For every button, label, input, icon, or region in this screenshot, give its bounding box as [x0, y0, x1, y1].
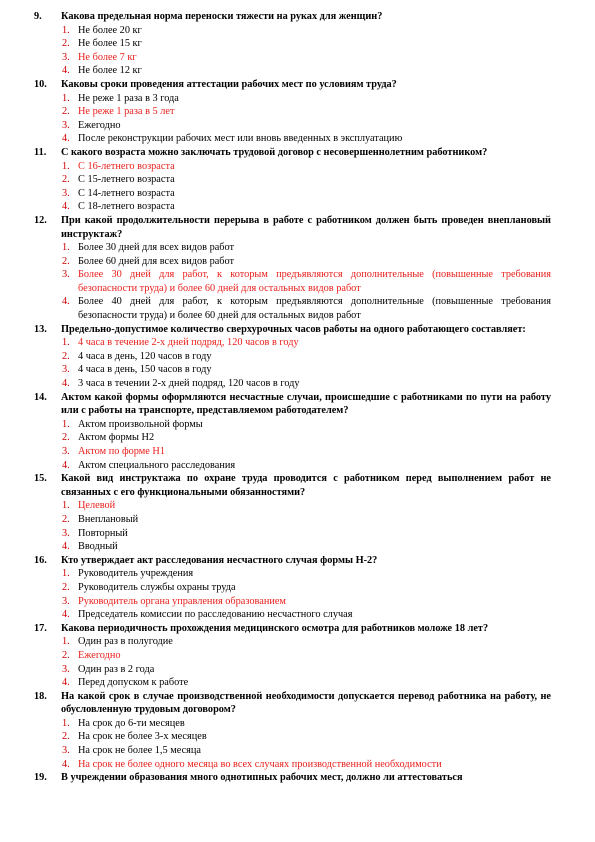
answer-option [0, 459, 595, 473]
answer-text: Повторный [78, 527, 128, 539]
answer-text: Более 30 дней для работ, к которым предъявляются дополнительные (повышенные требования безопасности труда) и более 60 дней для остальных видов работ [78, 269, 551, 294]
answer-option [0, 119, 595, 133]
question-number: 12. [34, 214, 47, 226]
answer-number: 1. [62, 418, 70, 430]
question-line [0, 146, 595, 160]
answer-text: Не более 12 кг [78, 65, 142, 77]
answer-number: 4. [62, 201, 70, 213]
answer-number: 4. [62, 758, 70, 770]
answer-option [0, 295, 595, 322]
answer-option-correct [0, 445, 595, 459]
answer-number: 2. [62, 513, 70, 525]
question-number: 14. [34, 391, 47, 403]
answer-text: Целевой [78, 500, 116, 512]
answer-text: Более 60 дней для всех видов работ [78, 255, 235, 267]
question-line [0, 78, 595, 92]
answer-option-correct [0, 268, 595, 295]
answer-option [0, 431, 595, 445]
answer-number: 1. [62, 337, 70, 349]
answer-list [0, 92, 595, 146]
answer-option [0, 37, 595, 51]
question-number: 18. [34, 690, 47, 702]
answer-number: 3. [62, 663, 70, 675]
answer-text: После реконструкции рабочих мест или вновь введенных в эксплуатацию [78, 133, 403, 145]
question-item [0, 323, 595, 391]
answer-option [0, 350, 595, 364]
question-line [0, 214, 595, 241]
question-item [0, 78, 595, 146]
question-line [0, 391, 595, 418]
question-item [0, 622, 595, 690]
answer-option [0, 132, 595, 146]
answer-text: С 15-летнего возраста [78, 174, 175, 186]
answer-option-correct [0, 499, 595, 513]
answer-option [0, 581, 595, 595]
answer-text: Руководитель органа управления образованием [78, 595, 286, 607]
answer-text: Один раз в полугодие [78, 636, 173, 648]
answer-text: Не более 20 кг [78, 24, 142, 36]
answer-text: Более 30 дней для всех видов работ [78, 242, 235, 254]
answer-text: Не более 7 кг [78, 51, 137, 63]
answer-number: 1. [62, 24, 70, 36]
answer-number: 3. [62, 119, 70, 131]
answer-text: Один раз в 2 года [78, 663, 155, 675]
answer-option [0, 255, 595, 269]
answer-option [0, 187, 595, 201]
answer-text: На срок до 6-ти месяцев [78, 717, 185, 729]
answer-option [0, 200, 595, 214]
question-text: Какова предельная норма переноски тяжести на руках для женщин? [61, 11, 383, 22]
question-number: 15. [34, 473, 47, 485]
answer-text: На срок не более одного месяца во всех случаях производственной необходимости [78, 758, 442, 770]
question-text: Кто утверждает акт расследования несчастного случая формы Н-2? [61, 554, 378, 566]
answer-number: 3. [62, 51, 70, 63]
answer-number: 3. [62, 269, 70, 281]
answer-number: 2. [62, 581, 70, 593]
answer-number: 1. [62, 717, 70, 729]
answer-text: Более 40 дней для работ, к которым предъявляются дополнительные (повышенные требования безопасности труда) и более 60 дней для остальных видов работ [78, 296, 551, 322]
question-text: При какой продолжительности перерыва в работе с работником должен быть проведен внеплановый инструктаж? [61, 214, 551, 240]
answer-option [0, 241, 595, 255]
answer-list [0, 160, 595, 214]
answer-option [0, 567, 595, 581]
question-text: Актом какой формы оформляются несчастные случаи, происшедшие с работниками по пути на работу или с работы на транспорте, представляемом работодателем? [61, 391, 551, 417]
question-text: Предельно-допустимое количество сверхурочных часов работы на одного работающего составляет: [61, 323, 526, 335]
answer-text: 4 часа в течение 2-х дней подряд, 120 часов в году [78, 337, 299, 349]
answer-option [0, 173, 595, 187]
question-text: С какого возраста можно заключать трудовой договор с несовершеннолетним работником? [61, 146, 488, 158]
question-number: 13. [34, 323, 47, 335]
answer-number: 2. [62, 350, 70, 362]
answer-option-correct [0, 105, 595, 119]
answer-option [0, 663, 595, 677]
question-line [0, 10, 595, 24]
answer-text: На срок не более 3-х месяцев [78, 731, 207, 743]
answer-list [0, 635, 595, 689]
question-item [0, 391, 595, 473]
answer-number: 3. [62, 187, 70, 199]
answer-text: Вводный [78, 541, 118, 553]
question-text: В учреждении образования много однотипных рабочих мест, должно ли аттестоваться [61, 772, 463, 784]
answer-text: На срок не более 1,5 месяца [78, 745, 201, 757]
answer-option-correct [0, 758, 595, 772]
answer-number: 4. [62, 541, 70, 553]
answer-number: 4. [62, 677, 70, 689]
answer-option-correct [0, 595, 595, 609]
answer-list [0, 717, 595, 771]
answer-option-correct [0, 336, 595, 350]
answer-option [0, 513, 595, 527]
answer-number: 3. [62, 527, 70, 539]
answer-number: 1. [62, 500, 70, 512]
answer-option [0, 418, 595, 432]
answer-text: Актом формы Н2 [78, 432, 155, 444]
question-item [0, 690, 595, 772]
answer-option-correct [0, 51, 595, 65]
answer-text: С 18-летнего возраста [78, 201, 175, 213]
question-line [0, 771, 595, 785]
answer-number: 2. [62, 174, 70, 186]
answer-option-correct [0, 160, 595, 174]
answer-option [0, 717, 595, 731]
answer-number: 1. [62, 568, 70, 580]
question-line [0, 554, 595, 568]
answer-number: 1. [62, 242, 70, 254]
answer-number: 2. [62, 649, 70, 661]
answer-number: 2. [62, 432, 70, 444]
answer-number: 1. [62, 636, 70, 648]
answer-number: 3. [62, 745, 70, 757]
answer-number: 3. [62, 446, 70, 457]
answer-text: Актом произвольной формы [78, 418, 203, 430]
question-number: 16. [34, 554, 47, 566]
answer-option [0, 635, 595, 649]
answer-number: 2. [62, 106, 70, 118]
answer-option [0, 527, 595, 541]
question-text: На какой срок в случае производственной необходимости допускается перевод работника на работу, не обусловленную трудовым договором? [61, 690, 551, 716]
answer-number: 3. [62, 364, 70, 376]
answer-option [0, 744, 595, 758]
answer-number: 2. [62, 38, 70, 50]
answer-option [0, 92, 595, 106]
answer-option [0, 24, 595, 38]
answer-text: 3 часа в течении 2-х дней подряд, 120 часов в году [78, 378, 300, 390]
answer-option-correct [0, 649, 595, 663]
answer-option [0, 540, 595, 554]
answer-text: Перед допуском к работе [78, 677, 189, 689]
answer-text: 4 часа в день, 120 часов в году [78, 350, 212, 362]
answer-number: 4. [62, 296, 70, 308]
answer-option [0, 608, 595, 622]
question-text: Каковы сроки проведения аттестации рабочих мест по условиям труда? [61, 78, 397, 90]
answer-list [0, 24, 595, 78]
answer-text: Ежегодно [78, 119, 121, 131]
answer-number: 4. [62, 459, 70, 471]
answer-text: Не реже 1 раза в 5 лет [78, 106, 175, 118]
answer-number: 4. [62, 65, 70, 77]
answer-text: Не более 15 кг [78, 38, 142, 50]
answer-text: С 14-летнего возраста [78, 187, 175, 199]
answer-number: 2. [62, 255, 70, 267]
answer-number: 1. [62, 92, 70, 104]
answer-text: Председатель комиссии по расследованию несчастного случая [78, 609, 353, 621]
answer-text: Руководитель учреждения [78, 568, 194, 580]
answer-option [0, 377, 595, 391]
answer-list [0, 241, 595, 323]
question-item [0, 554, 595, 622]
answer-list [0, 567, 595, 621]
question-text: Какой вид инструктажа по охране труда проводится с работником перед выполнением работ не связанных с его функциональными обязанностями? [61, 473, 551, 498]
answer-text: С 16-летнего возраста [78, 160, 175, 172]
answer-text: 4 часа в день, 150 часов в году [78, 364, 212, 376]
answer-number: 1. [62, 160, 70, 172]
answer-number: 4. [62, 378, 70, 390]
answer-text: Внеплановый [78, 513, 139, 525]
answer-number: 2. [62, 731, 70, 743]
answer-number: 4. [62, 133, 70, 145]
question-number: 17. [34, 622, 47, 634]
question-line [0, 472, 595, 499]
answer-option [0, 64, 595, 78]
question-line [0, 323, 595, 337]
question-line [0, 622, 595, 636]
question-text: Какова периодичность прохождения медицинского осмотра для работников моложе 18 лет? [61, 622, 489, 634]
question-item [0, 472, 595, 554]
answer-text: Актом специального расследования [78, 459, 236, 471]
answer-option [0, 676, 595, 690]
answer-option [0, 363, 595, 377]
answer-text: Не реже 1 раза в 3 года [78, 92, 179, 104]
question-number: 19. [34, 772, 47, 784]
answer-list [0, 418, 595, 472]
answer-list [0, 499, 595, 553]
question-number: 10. [34, 78, 47, 90]
answer-text: Актом по форме Н1 [78, 446, 166, 457]
answer-option [0, 730, 595, 744]
answer-number: 3. [62, 595, 70, 607]
answer-text: Ежегодно [78, 649, 121, 661]
question-item [0, 10, 595, 78]
question-line [0, 690, 595, 717]
answer-number: 4. [62, 609, 70, 621]
question-number: 11. [34, 146, 47, 158]
question-item [0, 214, 595, 323]
question-item [0, 771, 595, 785]
answer-text: Руководитель службы охраны труда [78, 581, 236, 593]
question-item [0, 146, 595, 214]
question-number: 9. [34, 11, 42, 22]
question-document [0, 10, 595, 785]
answer-list [0, 336, 595, 390]
